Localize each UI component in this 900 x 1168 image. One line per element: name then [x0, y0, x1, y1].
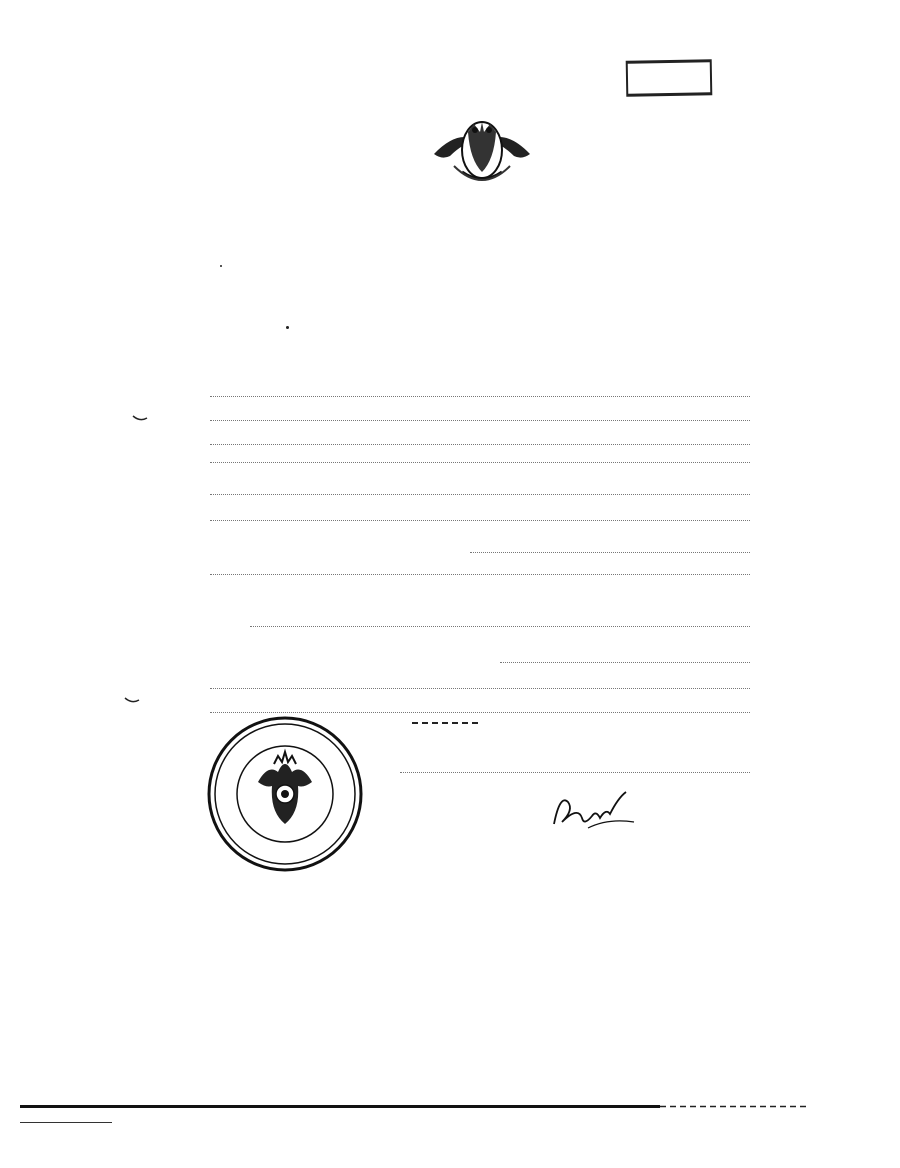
official-seal-icon	[206, 716, 364, 872]
ornament-border-right	[760, 150, 800, 962]
margin-mark-icon	[124, 696, 140, 704]
ornament-border-left	[160, 150, 198, 962]
scan-edge-line	[20, 1105, 810, 1108]
line	[210, 444, 750, 445]
margin-mark-icon	[132, 414, 148, 422]
line	[210, 712, 750, 713]
line	[400, 772, 750, 773]
line	[470, 552, 750, 553]
line	[210, 396, 750, 397]
line	[210, 688, 750, 689]
signature-icon	[548, 788, 644, 834]
line	[210, 494, 750, 495]
line	[500, 662, 750, 663]
ornament-border-bottom	[160, 958, 800, 1004]
scan-speck	[286, 326, 289, 329]
line	[210, 462, 750, 463]
copy-stamp	[626, 59, 713, 96]
separator-dashes	[412, 722, 478, 724]
line	[210, 520, 750, 521]
line	[210, 420, 750, 421]
line	[210, 574, 750, 575]
scan-speck	[220, 265, 222, 267]
scan-edge-line-short	[20, 1122, 112, 1123]
line	[250, 626, 750, 627]
eagle-emblem-icon	[432, 110, 532, 188]
